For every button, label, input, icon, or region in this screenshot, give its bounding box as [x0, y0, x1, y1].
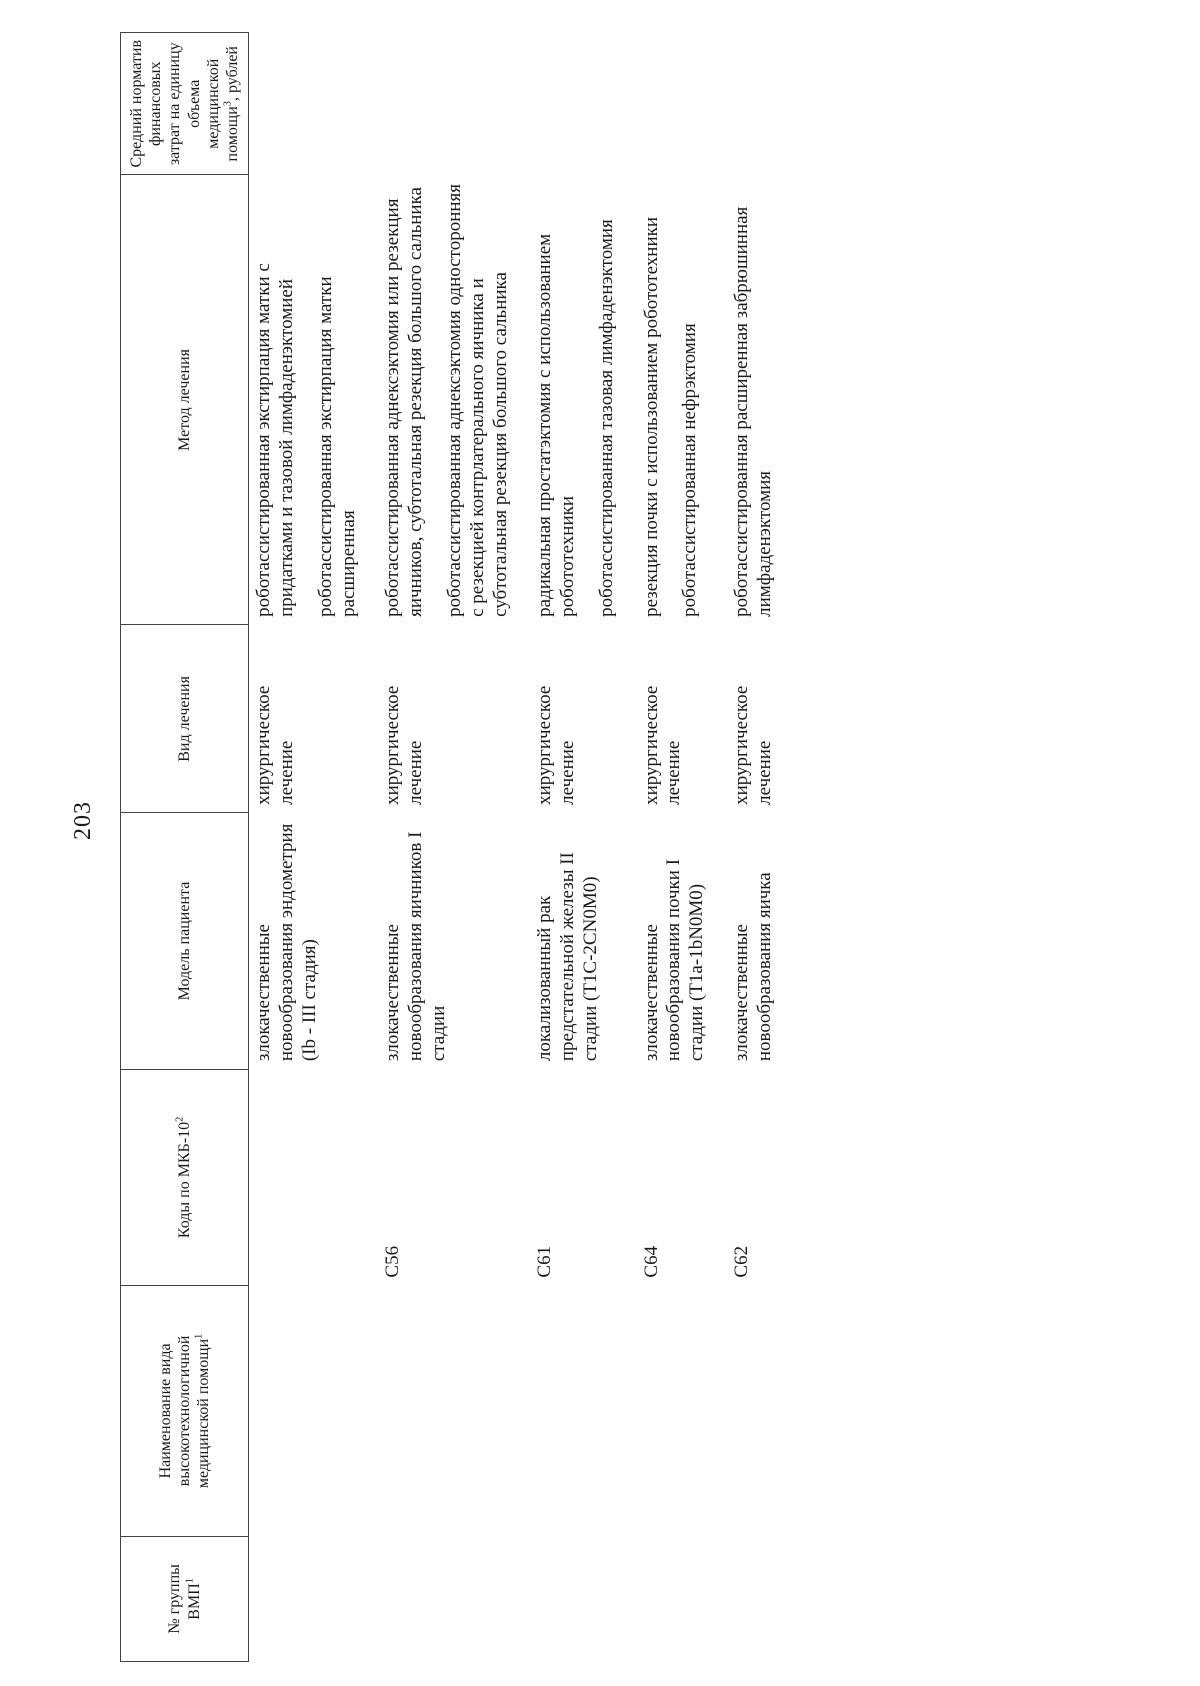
table-row — [637, 33, 727, 1662]
cell-treatment-type: хирургическое лечение — [253, 685, 297, 805]
cell-cost-norm — [637, 33, 727, 175]
method-text: радикальная простатэктомия с использованием робототехники — [534, 233, 579, 617]
cell-vmp-name — [378, 1286, 530, 1537]
rotated-table-page — [120, 32, 1120, 1662]
cell-treatment-type: хирургическое лечение — [382, 685, 427, 805]
header-treatment-type: Вид лечения — [121, 625, 249, 813]
cell-patient-model: злокачественные новообразования яичников I стадии — [382, 831, 449, 1062]
header-patient-model: Модель пациента — [121, 813, 249, 1069]
cell-vmp-name — [530, 1286, 636, 1537]
table-row — [378, 33, 530, 1662]
cell-group-no — [249, 1536, 379, 1661]
cell-icd-code: C61 — [534, 1245, 556, 1278]
table-header-row — [121, 33, 249, 1662]
cell-treatment-type: хирургическое лечение — [534, 685, 579, 805]
cell-treatment-method — [378, 175, 530, 625]
header-icd-codes: Коды по МКБ-$10^2$ — [121, 1069, 249, 1285]
cell-patient-model: локализованный рак предстательной железы II стадии (T1C-2CN0M0) — [534, 852, 601, 1062]
method-text: роботассистированная расширенная забрюшинная лимфаденэктомия — [731, 206, 775, 617]
method-text: роботассистированная тазовая лимфаденэктомия — [595, 219, 617, 617]
header-group-no: № группы ВМП$^1$ — [121, 1536, 249, 1661]
cell-icd-code: C64 — [640, 1245, 662, 1278]
cell-cost-norm — [378, 33, 530, 175]
cell-icd-code — [249, 1069, 379, 1285]
method-text: роботассистированная аднексэктомия или резекция яичников, субтотальная резекция большого сальника — [382, 187, 427, 617]
cell-group-no — [727, 1536, 795, 1661]
cell-icd-code: C56 — [382, 1245, 404, 1278]
method-text: резекция почки с использованием робототехники — [640, 216, 662, 617]
cell-cost-norm — [249, 33, 379, 175]
cell-treatment-type: хирургическое лечение — [640, 685, 685, 805]
method-text: роботассистированная экстирпация матки расширенная — [314, 276, 359, 617]
method-text: роботассистированная аднексэктомия односторонняя с резекцией контрлатерального яичника и субтотальная резекция большого сальника — [443, 183, 511, 617]
cell-cost-norm — [530, 33, 636, 175]
cell-vmp-name — [727, 1286, 795, 1537]
cell-group-no — [378, 1536, 530, 1661]
header-vmp-name: Наименование вида высокотехнологичной медицинской помощи$^1$ — [121, 1286, 249, 1537]
cell-group-no — [637, 1536, 727, 1661]
cell-patient-model: злокачественные новообразования эндометрия (Ib - III стадия) — [253, 823, 320, 1062]
method-text: роботассистированная экстирпация матки с придатками и тазовой лимфаденэктомией — [253, 263, 297, 617]
cell-treatment-method — [530, 175, 636, 625]
method-text: роботассистированная нефрэктомия — [679, 323, 701, 617]
page-number: 203 — [70, 801, 96, 840]
cell-group-no — [530, 1536, 636, 1661]
header-treatment-method: Метод лечения — [121, 175, 249, 625]
table-row — [249, 33, 379, 1662]
table-row — [727, 33, 795, 1662]
cell-treatment-method — [249, 175, 379, 625]
header-cost-norm: Средний норматив финансовых затрат на единицу объема медицинской помощи$^3$, рублей — [121, 33, 249, 175]
cell-patient-model: злокачественные новообразования яичка — [731, 872, 775, 1062]
cell-vmp-name — [249, 1286, 379, 1537]
cell-cost-norm — [727, 33, 795, 175]
cell-treatment-method — [727, 175, 795, 625]
cell-treatment-method — [637, 175, 727, 625]
cell-treatment-type: хирургическое лечение — [731, 685, 775, 805]
cell-patient-model: злокачественные новообразования почки I стадии (T1a-1bN0M0) — [640, 858, 708, 1062]
cell-vmp-name — [637, 1286, 727, 1537]
table-row — [530, 33, 636, 1662]
vmp-table — [120, 32, 795, 1662]
cell-icd-code: C62 — [731, 1245, 753, 1278]
